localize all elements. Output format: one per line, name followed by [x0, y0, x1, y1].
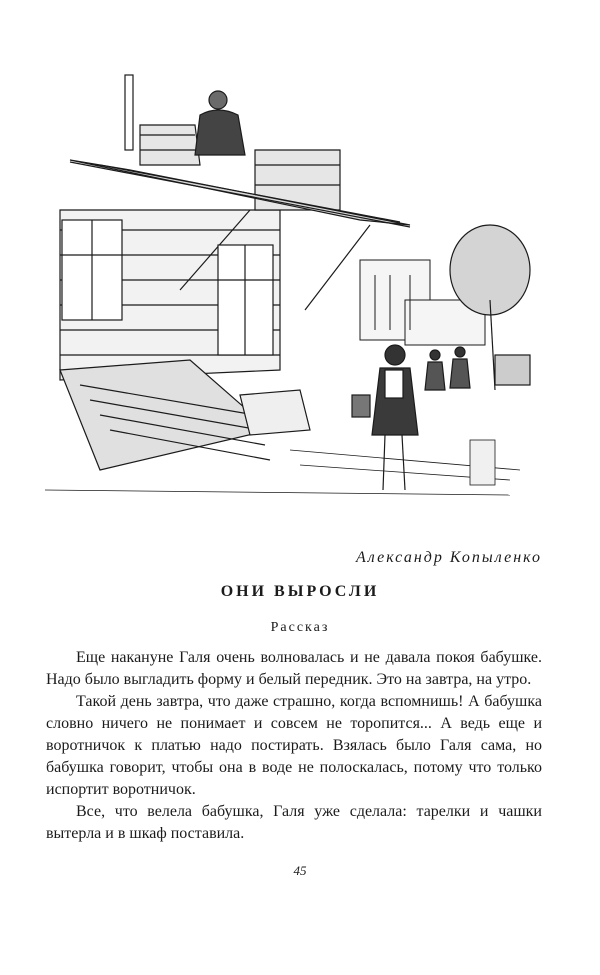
distant-figures: [425, 347, 470, 390]
paragraph: Такой день завтра, что даже страшно, когда вспомнишь! А бабушка словно ничего не понимает и совсем не торопится... А ведь еще и воротничок к платью надо постирать. Взялась было Галя сама, но бабушка говорит, чтобы она в воде не полоскалась, потому что только испортит воротничок.: [46, 693, 542, 798]
paragraph: Все, что велела бабушка, Галя уже сделала: тарелки и чашки вытерла и в шкаф поставила.: [46, 803, 542, 842]
page-number: 45: [293, 863, 307, 878]
worker-figure: [195, 91, 245, 155]
street-construction-illustration: [40, 70, 540, 510]
girl-figure: [352, 345, 418, 490]
story-subtitle: Рассказ: [270, 620, 330, 635]
lumber-stack: [60, 360, 310, 470]
chimney-pole: [125, 75, 133, 150]
paragraph: Еще накануне Галя очень волновалась и не давала покоя бабушке. Надо было выгладить форму и белый передник. Это на завтра, на утро.: [46, 649, 542, 688]
story-body: [46, 647, 542, 845]
truck: [495, 355, 530, 385]
author-name: Александр Копыленко: [356, 549, 542, 566]
story-title: ОНИ ВЫРОСЛИ: [220, 583, 380, 600]
